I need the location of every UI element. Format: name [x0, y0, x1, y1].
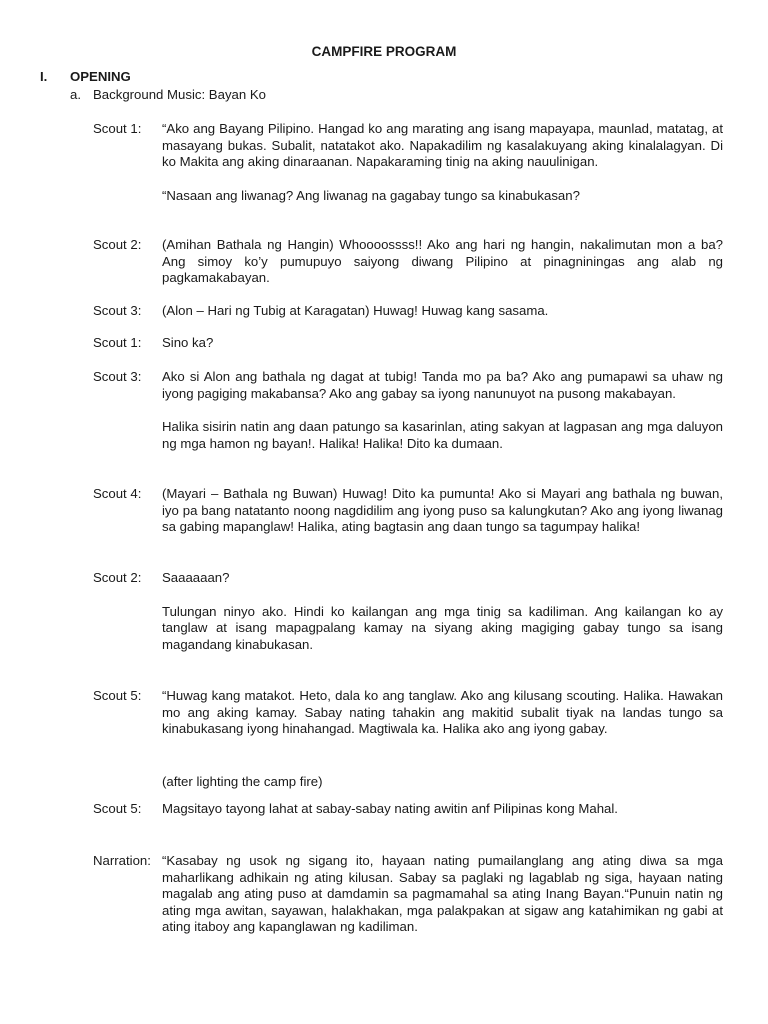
subsection-text: Background Music: Bayan Ko: [93, 87, 266, 102]
dialogue-paragraph: (Mayari – Bathala ng Buwan) Huwag! Dito ka pumunta! Ako si Mayari ang bathala ng buwan, iyo pa bang natatanto noong nagdidilim ang iyong puso sa kalungkutan? Ako ang iyong liwanag sa gabing mapanglaw! Halika, ating bagtasin ang daan tungo sa tagumpay halika!: [162, 486, 723, 535]
script-entry-narration: [93, 853, 723, 936]
dialogue-paragraph: Ako si Alon ang bathala ng dagat at tubig! Tanda mo pa ba? Ako ang pumapawi sa uhaw ng iyong pagiging makabansa? Ako ang gabay sa iyong nanunuyot na pusong makabayan.: [162, 369, 723, 401]
speaker-label: Narration:: [93, 853, 151, 868]
script-entry-scout-5-b: [93, 801, 723, 818]
speaker-label: Scout 1:: [93, 335, 142, 350]
script-entry-scout-2: [93, 237, 723, 287]
speaker-label: Scout 2:: [93, 570, 142, 585]
stage-direction: (after lighting the camp fire): [162, 774, 323, 789]
speaker-label: Scout 5:: [93, 801, 142, 816]
dialogue-paragraph: “Ako ang Bayang Pilipino. Hangad ko ang marating ang isang mapayapa, maunlad, matatag, at masayang bukas. Subalit, natatakot ako. Napakadilim ng kasalakuyang aking kinalalagyan. Di ko Makita ang aking dinaraanan. Napakaraming tinig na aking nauulinigan.: [162, 121, 723, 170]
section-number: I.: [40, 69, 48, 84]
speaker-label: Scout 3:: [93, 303, 142, 318]
speaker-label: Scout 4:: [93, 486, 142, 501]
script-entry-scout-2-b: [93, 570, 723, 653]
section-title: OPENING: [70, 69, 131, 84]
dialogue-paragraph: “Nasaan ang liwanag? Ang liwanag na gagabay tungo sa kinabukasan?: [162, 187, 580, 203]
document-title: CAMPFIRE PROGRAM: [311, 44, 457, 59]
speaker-label: Scout 1:: [93, 121, 142, 136]
dialogue-paragraph: Halika sisirin natin ang daan patungo sa kasarinlan, ating sakyan at lagpasan ang mga daluyon ng mga hamon ng bayan!. Halika! Halika! Dito ka dumaan.: [162, 419, 723, 451]
speaker-label: Scout 3:: [93, 369, 142, 384]
dialogue-paragraph: “Huwag kang matakot. Heto, dala ko ang tanglaw. Ako ang kilusang scouting. Halika. Hawakan mo ang aking kamay. Sabay nating tahakin ang makitid subalit tiyak na landas tungo sa kinabukasang iyong hinahangad. Magtiwala ka. Halika ako ang iyong gabay.: [162, 688, 723, 737]
section-heading: [40, 69, 131, 86]
dialogue-paragraph: Magsitayo tayong lahat at sabay-sabay nating awitin anf Pilipinas kong Mahal.: [162, 801, 618, 816]
dialogue-paragraph: Sino ka?: [162, 335, 214, 350]
dialogue-paragraph: Tulungan ninyo ako. Hindi ko kailangan ang mga tinig sa kadiliman. Ang kailangan ko ay tanglaw at isang mapagpalang kamay na siyang aking magiging gabay tungo sa isang magandang kinabukasan.: [162, 603, 723, 652]
script-entry-scout-1: [93, 121, 723, 204]
dialogue-paragraph: “Kasabay ng usok ng sigang ito, hayaan nating pumailanglang ang ating diwa sa mga maharlikang adhikain ng ating kilusan. Sabay sa paglaki ng lagablab ng siga, hayaan nating magalab ang ating puso at damdamin sa pagmamahal sa ating Inang Bayan.“Punuin natin ng ating mga awitan, sayawan, halakhakan, mga palakpakan at sigaw ang katahimikan ng gabi at ating itaboy ang kapanglawan ng kadiliman.: [162, 853, 723, 935]
speaker-label: Scout 2:: [93, 237, 142, 252]
dialogue-paragraph: (Amihan Bathala ng Hangin) Whoooossss!! Ako ang hari ng hangin, nakalimutan mon a ba? Ang simoy ko’y pumupuyo saiyong diwang Pilipino at pinagniningas ang alab ng pagkamakabayan.: [162, 237, 723, 286]
script-entry-scout-4: [93, 486, 723, 536]
script-entry-scout-5: [93, 688, 723, 738]
dialogue-paragraph: (Alon – Hari ng Tubig at Karagatan) Huwag! Huwag kang sasama.: [162, 303, 549, 318]
script-entry-scout-3: [93, 303, 723, 320]
subsection-letter: a.: [70, 87, 81, 102]
script-entry-scout-3-b: [93, 369, 723, 452]
speaker-label: Scout 5:: [93, 688, 142, 703]
dialogue-paragraph: Saaaaaan?: [162, 570, 230, 585]
subsection-item: [70, 87, 266, 104]
script-entry-scout-1-b: [93, 335, 723, 352]
